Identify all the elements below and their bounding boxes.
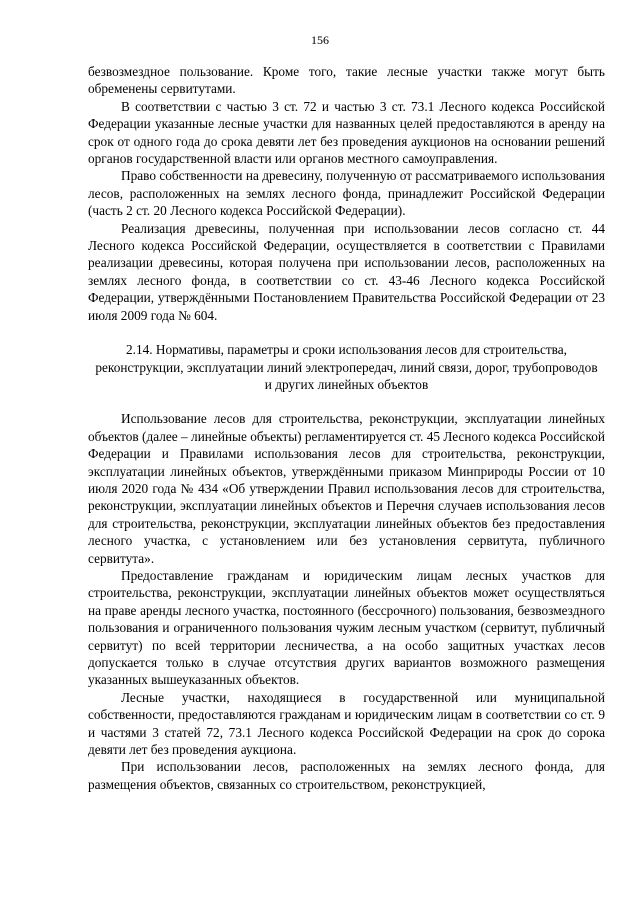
page-body xyxy=(88,63,605,793)
paragraph: Лесные участки, находящиеся в государственной или муниципальной собственности, предоставляются гражданам и юридическим лицам в соответствии со ст. 9 и частями 3 статей 72, 73.1 Лесного кодекса Российской Федерации на срок до сорока девяти лет без проведения аукциона. xyxy=(88,689,605,758)
paragraph: Право собственности на древесину, полученную от рассматриваемого использования лесов, расположенных на землях лесного фонда, принадлежит Российской Федерации (часть 2 ст. 20 Лесного кодекса Российской Федерации). xyxy=(88,168,605,219)
page-number: 156 xyxy=(311,33,329,47)
paragraph: Использование лесов для строительства, реконструкции, эксплуатации линейных объектов (далее – линейные объекты) регламентируется ст. 45 Лесного кодекса Российской Федерации и Правилами использования лесов для строительства, реконструкции, эксплуатации линейных объектов, утверждёнными приказом Минприроды России от 10 июля 2020 года № 434 «Об утверждении Правил использования лесов для строительства, реконструкции, эксплуатации линейных объектов и Перечня случаев использования лесов для строительства, реконструкции, эксплуатации линейных объектов без предоставления лесного участка, с установлением или без установления сервитута, публичного сервитута». xyxy=(88,411,605,566)
paragraph: Предоставление гражданам и юридическим лицам лесных участков для строительства, реконструкции, эксплуатации линейных объектов может осуществляться на праве аренды лесного участка, постоянного (бессрочного) пользования, безвозмездного пользования и ограниченного пользования чужим лесным участком (сервитут, публичный сервитут) по всей территории лесничества, а на особо защитных участках лесов допускается только в случае отсутствия других вариантов возможного размещения указанных вышеуказанных объектов. xyxy=(88,567,605,688)
paragraph: При использовании лесов, расположенных на землях лесного фонда, для размещения объектов, связанных со строительством, реконструкцией, xyxy=(88,759,605,792)
paragraph: безвозмездное пользование. Кроме того, такие лесные участки также могут быть обременены сервитутами. xyxy=(88,64,605,97)
paragraph: Реализация древесины, полученная при использовании лесов согласно ст. 44 Лесного кодекса Российской Федерации, осуществляется в соответствии с Правилами реализации древесины, которая получена при использовании лесов, расположенных на землях лесного фонда, в соответствии со ст. 43-46 Лесного кодекса Российской Федерации, утверждёнными Постановлением Правительства Российской Федерации от 23 июля 2009 года № 604. xyxy=(88,220,605,323)
section-heading: 2.14. Нормативы, параметры и сроки использования лесов для строительства, реконструкции, эксплуатации линий электропередач, линий связи, дорог, трубопроводов и других линейных объектов xyxy=(95,342,598,392)
paragraph: В соответствии с частью 3 ст. 72 и частью 3 ст. 73.1 Лесного кодекса Российской Федерации указанные лесные участки для названных целей предоставляются в аренду на срок от одного года до срока девяти лет без проведения аукционов на основании решений органов государственной власти или органов местного самоуправления. xyxy=(88,98,605,167)
